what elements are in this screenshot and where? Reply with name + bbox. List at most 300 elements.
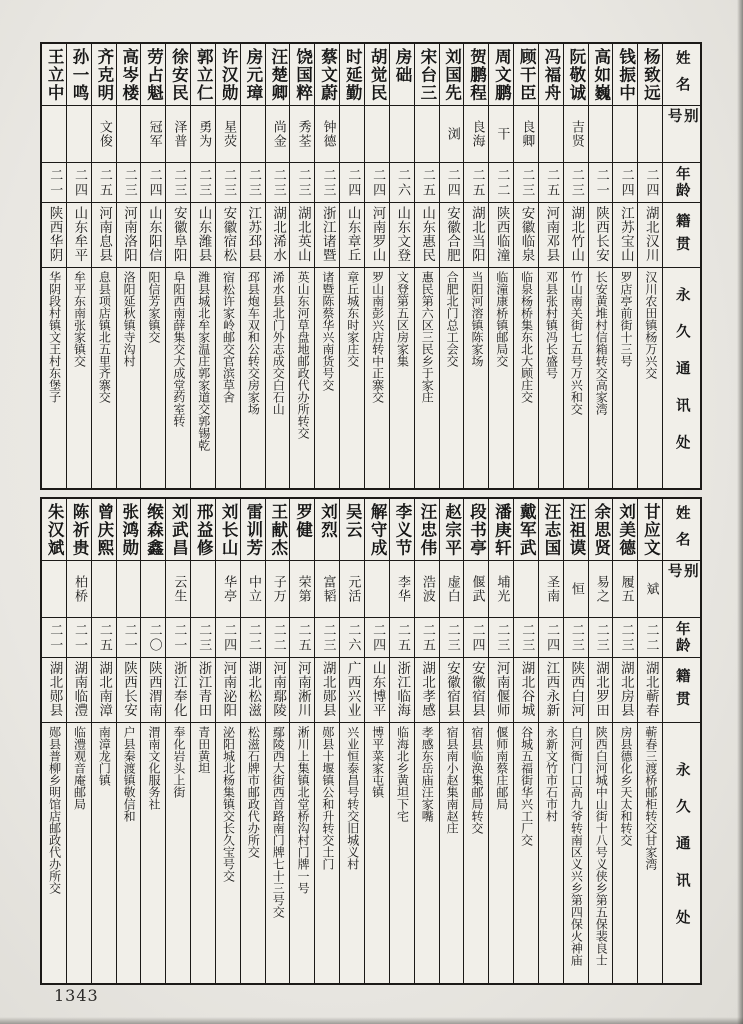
person-native-place: [638, 203, 662, 268]
person-address: [514, 268, 538, 488]
person-name: [539, 499, 563, 561]
person-age: [415, 618, 439, 658]
person-native-place: [365, 658, 389, 723]
header-address-label: [663, 723, 700, 983]
header-name-label-text: 姓名: [673, 49, 691, 104]
person-name: [166, 44, 190, 106]
person-alias: [216, 561, 240, 618]
person-name: [117, 499, 141, 561]
person-column: [339, 44, 364, 488]
person-name: [415, 44, 439, 106]
person-name: [191, 499, 215, 561]
person-alias-text: 华亭: [221, 575, 237, 603]
person-alias-text: 勇为: [196, 120, 212, 148]
person-alias: [266, 106, 290, 163]
person-name: [489, 499, 513, 561]
person-native-place-text: 安徽阜阳: [170, 206, 187, 262]
person-alias: [589, 106, 613, 163]
person-age-text: 二五: [419, 167, 435, 198]
person-column: [240, 499, 265, 983]
person-age-text: 二四: [618, 167, 634, 198]
person-native-place: [613, 203, 637, 268]
person-age-text: 二二: [643, 622, 659, 653]
person-name-text: 戴军武: [517, 503, 537, 557]
person-age: [92, 163, 116, 203]
person-address-text: 阳信芳家镇交: [147, 271, 162, 343]
person-native-place-text: 山东文登: [394, 206, 411, 262]
person-native-place: [315, 203, 339, 268]
person-name-text: 钱振中: [616, 48, 636, 102]
person-alias: [340, 106, 364, 163]
person-address-text: 蕲春三渡桥邮柜转交甘家湾: [643, 726, 658, 870]
person-name-text: 杨致远: [641, 48, 661, 102]
person-age-text: 二三: [196, 167, 212, 198]
person-age-text: 二三: [121, 167, 137, 198]
person-column: [165, 44, 190, 488]
person-age-text: 二五: [96, 622, 112, 653]
person-column: [588, 44, 613, 488]
person-address-text: 英山东河草盘地邮政代办所转交: [296, 271, 311, 439]
person-native-place: [638, 658, 662, 723]
person-address: [489, 268, 513, 488]
person-native-place: [216, 203, 240, 268]
person-age-text: 二四: [444, 167, 460, 198]
person-native-place-text: 安徽宿县: [443, 661, 460, 717]
person-alias-text: 易之: [593, 575, 609, 603]
person-alias: [315, 106, 339, 163]
person-age: [191, 163, 215, 203]
person-column: [215, 44, 240, 488]
person-age-text: 二四: [469, 622, 485, 653]
person-age: [340, 618, 364, 658]
person-address: [340, 723, 364, 983]
person-native-place-text: 山东章丘: [344, 206, 361, 262]
person-alias-text: 斌: [643, 582, 659, 596]
person-name-text: 汪楚卿: [268, 48, 288, 102]
person-age: [638, 163, 662, 203]
person-name-text: 时延勤: [343, 48, 363, 102]
person-age-text: 二一: [72, 622, 88, 653]
person-native-place-text: 河南息县: [96, 206, 113, 262]
person-native-place-text: 湖北罗田: [593, 661, 610, 717]
person-address-text: 泌阳城北杨集镇交长久宝号交: [221, 726, 236, 882]
person-name-text: 胡觉民: [368, 48, 388, 102]
header-age-label-text: 年龄: [673, 165, 691, 200]
person-name: [365, 44, 389, 106]
person-name-text: 劳占魁: [144, 48, 164, 102]
person-column: [463, 44, 488, 488]
person-column: [488, 499, 513, 983]
person-native-place: [539, 203, 563, 268]
person-address: [464, 268, 488, 488]
person-column: [364, 499, 389, 983]
person-name: [216, 44, 240, 106]
person-age: [241, 163, 265, 203]
person-age: [290, 618, 314, 658]
person-native-place-text: 陕西白河: [568, 661, 585, 717]
person-name-text: 汪志国: [542, 503, 562, 557]
person-address-text: 宿县南小赵集南赵庄: [445, 726, 460, 834]
person-native-place: [514, 203, 538, 268]
person-name-text: 段书亭: [467, 503, 487, 557]
person-address: [340, 268, 364, 488]
person-age: [191, 618, 215, 658]
person-alias: [92, 106, 116, 163]
person-native-place-text: 山东阳信: [145, 206, 162, 262]
person-native-place-text: 山东潍县: [195, 206, 212, 262]
person-address: [191, 723, 215, 983]
person-age: [390, 163, 414, 203]
person-name-text: 罗健: [293, 503, 313, 539]
person-name-text: 朱汉斌: [45, 503, 65, 557]
person-age-text: 二五: [295, 622, 311, 653]
person-name: [42, 44, 66, 106]
person-name-text: 饶国粹: [293, 48, 313, 102]
person-alias-text: 圣南: [544, 575, 560, 603]
person-alias: [67, 561, 91, 618]
person-name-text: 齐克明: [94, 48, 114, 102]
person-address-text: 罗山南彭兴店转中正寨交: [370, 271, 385, 403]
person-native-place-text: 湖北郧县: [46, 661, 63, 717]
person-alias-text: 子万: [270, 575, 286, 603]
person-address: [365, 268, 389, 488]
person-age: [613, 163, 637, 203]
person-age: [440, 163, 464, 203]
person-alias: [589, 561, 613, 618]
person-name-text: 解守成: [368, 503, 388, 557]
person-age: [539, 618, 563, 658]
person-address-text: 兴业恒泰昌号转交旧城义村: [345, 726, 360, 870]
person-age: [266, 163, 290, 203]
person-native-place: [415, 203, 439, 268]
person-name-text: 缑森鑫: [144, 503, 164, 557]
person-column: [289, 499, 314, 983]
person-address: [266, 268, 290, 488]
person-column: [289, 44, 314, 488]
person-native-place-text: 山东牟平: [71, 206, 88, 262]
person-name: [42, 499, 66, 561]
person-address: [166, 723, 190, 983]
person-address: [216, 723, 240, 983]
person-alias-text: 尚金: [270, 120, 286, 148]
person-native-place-text: 湖北房县: [617, 661, 634, 717]
person-name: [390, 499, 414, 561]
person-native-place: [92, 203, 116, 268]
person-name-text: 蔡文蔚: [318, 48, 338, 102]
person-alias-text: 富韬: [320, 575, 336, 603]
person-native-place: [390, 658, 414, 723]
person-name-text: 顾干臣: [517, 48, 537, 102]
person-column: [612, 499, 637, 983]
person-address-text: 息县项店镇北五里齐寨交: [97, 271, 112, 403]
person-name: [464, 499, 488, 561]
person-column: [414, 499, 439, 983]
person-name: [290, 44, 314, 106]
person-address: [415, 723, 439, 983]
person-native-place-text: 湖南临澧: [71, 661, 88, 717]
person-age-text: 二五: [544, 167, 560, 198]
person-native-place: [489, 658, 513, 723]
person-native-place: [365, 203, 389, 268]
person-alias-text: 干: [494, 127, 510, 141]
person-native-place-text: 湖北蕲春: [642, 661, 659, 717]
person-column: [215, 499, 240, 983]
person-alias: [564, 561, 588, 618]
person-name-text: 李义节: [392, 503, 412, 557]
person-native-place: [266, 658, 290, 723]
person-age: [464, 618, 488, 658]
header-address-label-text: 永久通讯处: [673, 762, 691, 947]
person-name: [266, 499, 290, 561]
person-column: [538, 44, 563, 488]
header-alias-label-text: 别号: [665, 563, 699, 590]
person-column: [488, 44, 513, 488]
person-age: [315, 618, 339, 658]
person-alias-text: 吉贤: [568, 120, 584, 148]
header-native-place-label: [663, 203, 700, 268]
person-alias: [390, 561, 414, 618]
person-age: [514, 618, 538, 658]
person-address-text: 临澧观音庵邮局: [72, 726, 87, 810]
person-native-place: [191, 658, 215, 723]
person-column: [364, 44, 389, 488]
person-name: [290, 499, 314, 561]
person-name-text: 邢益修: [194, 503, 214, 557]
person-address-text: 合肥北门总工会交: [445, 271, 460, 367]
person-address-text: 华阴段村镇文王村东堡子: [47, 271, 62, 403]
person-column: [513, 44, 538, 488]
person-column: [165, 499, 190, 983]
person-age: [266, 618, 290, 658]
header-alias-label-text: 别号: [665, 108, 699, 135]
person-age-text: 二三: [171, 167, 187, 198]
header-age-label: [663, 618, 700, 658]
person-column: [140, 44, 165, 488]
person-name: [166, 499, 190, 561]
page-number: 1343: [54, 986, 99, 1005]
person-alias-text: 李华: [395, 575, 410, 603]
person-column: [66, 499, 91, 983]
person-alias: [241, 106, 265, 163]
person-address: [539, 268, 563, 488]
person-column: [563, 44, 588, 488]
person-name-text: 郭立仁: [194, 48, 214, 102]
person-age: [464, 163, 488, 203]
person-name-text: 宋台三: [417, 48, 437, 102]
person-address: [67, 723, 91, 983]
person-name: [191, 44, 215, 106]
person-address: [266, 723, 290, 983]
person-alias-text: 柏桥: [72, 575, 88, 603]
person-native-place: [464, 203, 488, 268]
person-native-place: [166, 658, 190, 723]
person-age-text: 二五: [469, 167, 485, 198]
person-name: [564, 44, 588, 106]
person-native-place: [340, 658, 364, 723]
person-age-text: 二四: [370, 622, 386, 653]
person-native-place: [141, 658, 165, 723]
person-address: [539, 723, 563, 983]
person-age: [290, 163, 314, 203]
person-alias: [42, 106, 66, 163]
person-alias-text: 中立: [245, 575, 261, 603]
person-name: [117, 44, 141, 106]
person-native-place: [613, 658, 637, 723]
person-column: [637, 44, 662, 488]
person-alias-text: 浩波: [419, 575, 435, 603]
header-age-label-text: 年龄: [673, 620, 691, 655]
person-age: [589, 618, 613, 658]
person-column: [389, 499, 414, 983]
person-name: [564, 499, 588, 561]
person-alias-text: 云生: [171, 575, 187, 603]
person-address: [564, 723, 588, 983]
person-age: [241, 618, 265, 658]
person-alias-text: 秀荃: [295, 120, 311, 148]
person-alias: [415, 561, 439, 618]
header-native-place-label-text: 籍贯: [673, 668, 691, 715]
person-native-place-text: 河南罗山: [369, 206, 386, 262]
person-age-text: 二四: [345, 167, 361, 198]
header-name-label: [663, 44, 700, 106]
person-age: [166, 618, 190, 658]
person-address: [166, 268, 190, 488]
person-alias-text: 履五: [618, 575, 634, 603]
person-address: [638, 268, 662, 488]
person-address-text: 文登第五区房家集: [395, 271, 410, 367]
person-address: [67, 268, 91, 488]
person-column: [42, 44, 66, 488]
person-native-place: [216, 658, 240, 723]
person-name: [415, 499, 439, 561]
person-native-place: [42, 203, 66, 268]
person-column: [637, 499, 662, 983]
person-address-text: 博平菜家屯镇: [370, 726, 385, 798]
person-address-text: 户县秦渡镇敬信和: [122, 726, 137, 822]
person-native-place-text: 山东惠民: [419, 206, 436, 262]
person-address: [613, 723, 637, 983]
person-column: [563, 499, 588, 983]
person-native-place-text: 陕西长安: [121, 661, 137, 717]
person-name-text: 吴云: [343, 503, 363, 539]
person-address-text: 宿松许家岭邮交官滨草舍: [221, 271, 236, 403]
person-native-place-text: 河南洛阳: [121, 206, 137, 262]
person-column: [439, 44, 464, 488]
person-native-place: [67, 658, 91, 723]
person-column: [339, 499, 364, 983]
person-age: [514, 163, 538, 203]
person-address-text: 临潼康桥镇邮局交: [494, 271, 509, 367]
header-column: [662, 44, 700, 488]
person-name-text: 刘烈: [318, 503, 338, 539]
person-native-place: [290, 658, 314, 723]
person-name-text: 孙一鸣: [70, 48, 89, 102]
person-alias: [489, 106, 513, 163]
person-age-text: 二一: [47, 622, 63, 653]
person-address-text: 陕西白河城中山街十八号义侠乡第五保裴良士: [594, 726, 609, 966]
person-address: [42, 268, 66, 488]
person-column: [314, 44, 339, 488]
person-name: [514, 44, 538, 106]
person-name-text: 高岑楼: [119, 48, 139, 102]
person-age-text: 二四: [146, 167, 162, 198]
person-native-place-text: 安徽宿松: [220, 206, 237, 262]
person-alias-text: 荣第: [295, 575, 311, 603]
person-native-place-text: 陕西临潼: [493, 206, 510, 262]
person-alias: [290, 106, 314, 163]
person-column: [588, 499, 613, 983]
person-native-place-text: 广西兴业: [344, 661, 361, 717]
person-alias: [539, 561, 563, 618]
person-alias: [315, 561, 339, 618]
person-name: [315, 44, 339, 106]
person-address: [589, 723, 613, 983]
person-alias-text: 埔光: [494, 575, 510, 603]
person-name: [613, 499, 637, 561]
person-native-place: [315, 658, 339, 723]
person-alias-text: 泽普: [171, 120, 187, 148]
person-name: [489, 44, 513, 106]
person-native-place-text: 浙江青田: [195, 661, 212, 717]
person-name-text: 房础: [392, 48, 412, 84]
person-address-text: 惠民第六区三民乡于家庄: [420, 271, 435, 403]
person-age-text: 二二: [270, 622, 286, 653]
person-alias: [613, 106, 637, 163]
person-name: [92, 499, 116, 561]
header-column: [662, 499, 700, 983]
person-age: [489, 163, 513, 203]
person-native-place: [589, 658, 613, 723]
person-native-place-text: 河南淅川: [294, 661, 311, 717]
person-age: [216, 163, 240, 203]
person-alias: [440, 106, 464, 163]
person-alias: [92, 561, 116, 618]
person-column: [190, 499, 215, 983]
person-column: [140, 499, 165, 983]
person-address-text: 长安黄堆村信箱转交高家湾: [594, 271, 609, 415]
person-native-place-text: 湖北竹山: [568, 206, 585, 262]
person-age-text: 二三: [519, 167, 535, 198]
person-native-place-text: 湖北英山: [294, 206, 311, 262]
person-name: [241, 44, 265, 106]
person-alias: [464, 561, 488, 618]
person-native-place: [440, 658, 464, 723]
person-age-text: 二三: [320, 622, 336, 653]
person-name: [440, 499, 464, 561]
person-native-place-text: 陕西渭南: [145, 661, 162, 717]
person-name: [340, 44, 364, 106]
person-address-text: 松滋石牌市邮政代办所交: [246, 726, 261, 858]
person-name-text: 雷训芳: [243, 503, 263, 557]
person-alias: [166, 561, 190, 618]
person-address-text: 邓县张村镇冯长盛号: [544, 271, 559, 379]
person-age-text: 二三: [196, 622, 212, 653]
header-address-label: [663, 268, 700, 488]
person-native-place: [42, 658, 66, 723]
person-address: [564, 268, 588, 488]
person-age-text: 二二: [494, 167, 510, 198]
person-name-text: 赵宗平: [442, 503, 462, 557]
person-column: [66, 44, 91, 488]
person-name: [216, 499, 240, 561]
person-age-text: 二一: [47, 167, 63, 198]
person-alias-text: 元活: [345, 575, 361, 603]
person-alias-text: 钟德: [320, 120, 336, 148]
person-address-text: 房县德化乡天太和转交: [619, 726, 634, 846]
person-name: [241, 499, 265, 561]
person-age: [141, 163, 165, 203]
person-age-text: 二三: [519, 622, 535, 653]
